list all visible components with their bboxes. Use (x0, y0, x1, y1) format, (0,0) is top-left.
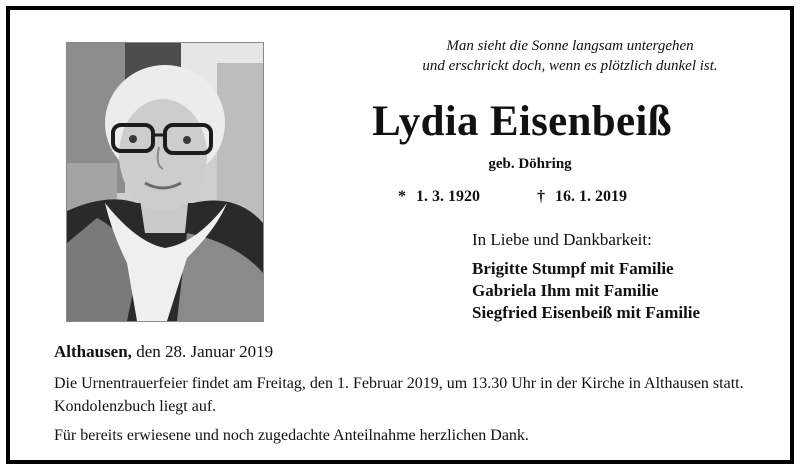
mourner-item: Gabriela Ihm mit Familie (472, 281, 659, 300)
obituary-card (6, 6, 794, 464)
mourner-item: Brigitte Stumpf mit Familie (472, 259, 674, 278)
death-date-line (537, 188, 627, 206)
death-date: 16. 1. 2019 (555, 188, 627, 205)
gratitude-notice: Für bereits erwiesene und noch zugedachte Anteilnahme herzlichen Dank. (54, 427, 529, 444)
thanks-intro: In Liebe und Dankbarkeit: (472, 230, 652, 249)
notice-text (54, 372, 769, 447)
birth-date-line (398, 188, 480, 206)
ceremony-notice: Die Urnentrauerfeier findet am Freitag, den 1. Februar 2019, um 13.30 Uhr in der Kirche in Althausen statt. Kondolenzbuch liegt auf. (54, 375, 744, 415)
birth-star-symbol: * (398, 188, 406, 205)
motto-line-2: und erschrickt doch, wenn es plötzlich dunkel ist. (422, 58, 718, 74)
deceased-name: Lydia Eisenbeiß (372, 98, 672, 145)
notice-date: den 28. Januar 2019 (136, 342, 274, 361)
place-name: Althausen, (54, 342, 132, 361)
place-date-line (54, 342, 273, 362)
motto-quote (370, 36, 770, 76)
birth-date: 1. 3. 1920 (416, 188, 480, 205)
motto-line-1: Man sieht die Sonne langsam untergehen (446, 38, 694, 54)
mourner-item: Siegfried Eisenbeiß mit Familie (472, 303, 701, 322)
death-cross-symbol: † (537, 188, 545, 205)
portrait-photo (66, 42, 264, 322)
birth-name: geb. Döhring (488, 156, 572, 172)
mourners-list (472, 258, 700, 324)
